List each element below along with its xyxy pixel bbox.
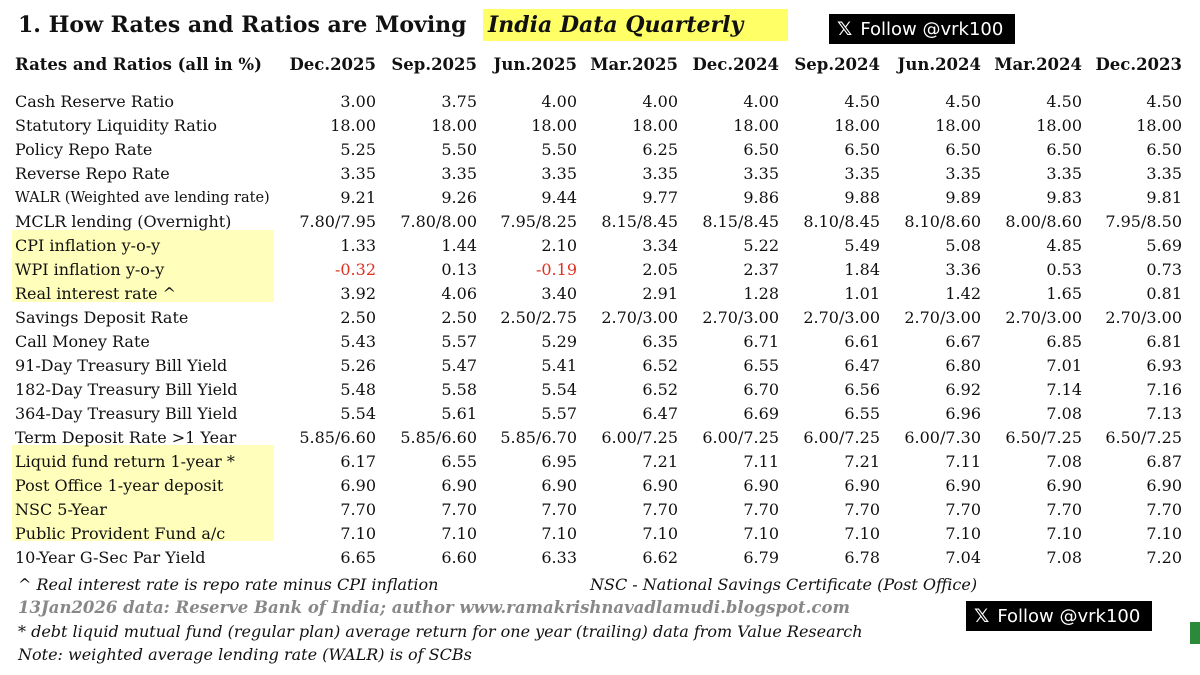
- row-value: 18.00: [1036, 116, 1082, 135]
- row-value: 7.70: [441, 500, 477, 519]
- table-row: [15, 282, 1182, 306]
- row-label: 10-Year G-Sec Par Yield: [15, 548, 206, 567]
- table-row: [15, 162, 1182, 186]
- row-value: 7.80/7.95: [299, 212, 376, 231]
- row-value: -0.19: [535, 260, 577, 279]
- row-value: 9.86: [743, 188, 779, 207]
- row-value: 3.35: [1146, 164, 1182, 183]
- row-value: 2.50/2.75: [500, 308, 577, 327]
- row-value: 5.22: [743, 236, 779, 255]
- row-value: 7.95/8.25: [500, 212, 577, 231]
- table-row: [15, 402, 1182, 426]
- row-value: 6.47: [844, 356, 880, 375]
- row-value: 6.90: [844, 476, 880, 495]
- row-value: 4.50: [844, 92, 880, 111]
- row-value: 7.08: [1046, 404, 1082, 423]
- row-value: 5.43: [340, 332, 376, 351]
- row-value: 9.77: [642, 188, 678, 207]
- table-row: [15, 354, 1182, 378]
- period-header: Jun.2025: [493, 55, 577, 74]
- row-value: 6.92: [945, 380, 981, 399]
- table-row: [15, 114, 1182, 138]
- row-value: 6.90: [340, 476, 376, 495]
- row-value: 6.50/7.25: [1005, 428, 1082, 447]
- row-value: 4.06: [441, 284, 477, 303]
- row-value: 7.10: [642, 524, 678, 543]
- row-value: 3.92: [340, 284, 376, 303]
- row-value: 0.73: [1146, 260, 1182, 279]
- row-value: 8.15/8.45: [702, 212, 779, 231]
- row-value: 5.26: [340, 356, 376, 375]
- table-row: [15, 90, 1182, 114]
- row-value: 7.70: [1046, 500, 1082, 519]
- table-row: [15, 210, 1182, 234]
- row-value: 18.00: [834, 116, 880, 135]
- row-value: 2.70/3.00: [702, 308, 779, 327]
- row-value: 7.10: [340, 524, 376, 543]
- row-value: 6.78: [844, 548, 880, 567]
- row-value: 3.35: [340, 164, 376, 183]
- row-value: 6.00/7.25: [601, 428, 678, 447]
- row-value: 7.08: [1046, 452, 1082, 471]
- row-value: 6.33: [541, 548, 577, 567]
- row-label: 91-Day Treasury Bill Yield: [15, 356, 228, 375]
- row-value: 7.11: [743, 452, 779, 471]
- row-value: 5.85/6.70: [500, 428, 577, 447]
- row-value: 7.16: [1146, 380, 1182, 399]
- row-value: 7.70: [340, 500, 376, 519]
- table-row: [15, 306, 1182, 330]
- row-label: Statutory Liquidity Ratio: [15, 116, 217, 135]
- row-value: 3.35: [743, 164, 779, 183]
- row-value: 18.00: [330, 116, 376, 135]
- row-value: 3.34: [642, 236, 678, 255]
- row-value: 1.42: [945, 284, 981, 303]
- table-row: [15, 186, 1182, 210]
- row-value: 2.70/3.00: [601, 308, 678, 327]
- row-label: Liquid fund return 1-year *: [15, 452, 235, 471]
- row-value: 7.08: [1046, 548, 1082, 567]
- row-value: 1.28: [743, 284, 779, 303]
- row-value: 7.04: [945, 548, 981, 567]
- period-header: Mar.2024: [994, 55, 1082, 74]
- row-value: 18.00: [632, 116, 678, 135]
- table-header-row: [15, 52, 1182, 78]
- row-value: 5.47: [441, 356, 477, 375]
- row-value: 7.10: [743, 524, 779, 543]
- footnote-source: 13Jan2026 data: Reserve Bank of India; author www.ramakrishnavadlamudi.blogspot.com: [18, 598, 850, 617]
- row-value: 7.10: [1046, 524, 1082, 543]
- row-value: 5.85/6.60: [299, 428, 376, 447]
- row-value: 8.00/8.60: [1005, 212, 1082, 231]
- row-value: 5.57: [541, 404, 577, 423]
- row-value: 5.41: [541, 356, 577, 375]
- row-label: Real interest rate ^: [15, 284, 176, 303]
- row-value: 7.10: [541, 524, 577, 543]
- row-value: 8.15/8.45: [601, 212, 678, 231]
- row-value: 5.50: [441, 140, 477, 159]
- row-value: 4.50: [1046, 92, 1082, 111]
- row-value: 7.80/8.00: [400, 212, 477, 231]
- row-value: 5.49: [844, 236, 880, 255]
- row-value: 6.52: [642, 380, 678, 399]
- table-row: [15, 426, 1182, 450]
- follow-label: Follow @vrk100: [860, 18, 1004, 40]
- follow-badge-bottom[interactable]: [966, 601, 1152, 631]
- row-value: 5.85/6.60: [400, 428, 477, 447]
- row-value: 6.87: [1146, 452, 1182, 471]
- table-row: [15, 330, 1182, 354]
- row-value: 6.96: [945, 404, 981, 423]
- row-value: 9.81: [1146, 188, 1182, 207]
- row-value: 6.90: [541, 476, 577, 495]
- row-value: 5.61: [441, 404, 477, 423]
- row-value: 6.81: [1146, 332, 1182, 351]
- row-value: 7.20: [1146, 548, 1182, 567]
- table-row: [15, 522, 1182, 546]
- rates-table: [15, 52, 1182, 570]
- row-value: 18.00: [935, 116, 981, 135]
- row-value: 3.35: [945, 164, 981, 183]
- row-value: 6.61: [844, 332, 880, 351]
- subtitle-badge: India Data Quarterly: [483, 9, 788, 41]
- table-row: [15, 378, 1182, 402]
- row-value: 7.11: [945, 452, 981, 471]
- row-value: 7.70: [844, 500, 880, 519]
- row-value: 5.57: [441, 332, 477, 351]
- row-value: 3.35: [642, 164, 678, 183]
- row-label: Savings Deposit Rate: [15, 308, 189, 327]
- footnote-liquid-fund: * debt liquid mutual fund (regular plan) average return for one year (trailing) data from Value Research: [18, 622, 863, 641]
- row-value: 5.50: [541, 140, 577, 159]
- row-value: 7.70: [945, 500, 981, 519]
- row-value: 6.70: [743, 380, 779, 399]
- row-value: 7.10: [844, 524, 880, 543]
- row-value: 1.84: [844, 260, 880, 279]
- row-value: 5.48: [340, 380, 376, 399]
- row-value: 8.10/8.45: [803, 212, 880, 231]
- row-value: 6.90: [1046, 476, 1082, 495]
- row-value: 2.70/3.00: [904, 308, 981, 327]
- row-value: 5.69: [1146, 236, 1182, 255]
- row-value: 6.17: [340, 452, 376, 471]
- row-value: 4.00: [642, 92, 678, 111]
- row-value: 6.60: [441, 548, 477, 567]
- row-value: 0.53: [1046, 260, 1082, 279]
- row-value: 3.75: [441, 92, 477, 111]
- row-value: 18.00: [1136, 116, 1182, 135]
- row-value: 9.26: [441, 188, 477, 207]
- row-value: 6.00/7.25: [803, 428, 880, 447]
- row-value: 7.70: [743, 500, 779, 519]
- row-value: 4.00: [541, 92, 577, 111]
- row-value: 2.50: [441, 308, 477, 327]
- row-value: 6.35: [642, 332, 678, 351]
- row-label: Policy Repo Rate: [15, 140, 153, 159]
- row-value: 7.70: [1146, 500, 1182, 519]
- table-row: [15, 258, 1182, 282]
- row-value: 3.35: [844, 164, 880, 183]
- row-value: 5.29: [541, 332, 577, 351]
- x-logo-icon: 𝕏: [837, 18, 853, 40]
- row-value: 7.21: [642, 452, 678, 471]
- row-value: 3.40: [541, 284, 577, 303]
- row-value: 6.00/7.30: [904, 428, 981, 447]
- row-value: 6.50: [1046, 140, 1082, 159]
- row-value: 4.00: [743, 92, 779, 111]
- row-value: 9.83: [1046, 188, 1082, 207]
- row-label: Public Provident Fund a/c: [15, 524, 226, 543]
- row-value: 4.50: [1146, 92, 1182, 111]
- row-value: 6.47: [642, 404, 678, 423]
- row-value: 1.65: [1046, 284, 1082, 303]
- row-value: 6.00/7.25: [702, 428, 779, 447]
- row-value: 7.13: [1146, 404, 1182, 423]
- row-value: 1.33: [340, 236, 376, 255]
- row-value: 7.70: [642, 500, 678, 519]
- follow-label: Follow @vrk100: [997, 605, 1141, 627]
- row-value: -0.32: [334, 260, 376, 279]
- table-row: [15, 474, 1182, 498]
- row-value: 6.50: [743, 140, 779, 159]
- row-value: 7.10: [1146, 524, 1182, 543]
- row-value: 3.35: [441, 164, 477, 183]
- row-value: 6.90: [441, 476, 477, 495]
- row-label: CPI inflation y-o-y: [15, 236, 161, 255]
- row-value: 6.50: [945, 140, 981, 159]
- row-value: 5.25: [340, 140, 376, 159]
- row-value: 6.55: [844, 404, 880, 423]
- row-value: 6.85: [1046, 332, 1082, 351]
- footnote-walr: Note: weighted average lending rate (WALR) is of SCBs: [18, 645, 472, 664]
- period-header: Mar.2025: [590, 55, 678, 74]
- row-value: 6.50: [844, 140, 880, 159]
- row-value: 6.25: [642, 140, 678, 159]
- row-value: 2.70/3.00: [1105, 308, 1182, 327]
- row-value: 6.55: [743, 356, 779, 375]
- footnote-real-rate: ^ Real interest rate is repo rate minus CPI inflation: [18, 575, 439, 594]
- row-value: 0.13: [441, 260, 477, 279]
- row-value: 5.54: [541, 380, 577, 399]
- row-value: 6.56: [844, 380, 880, 399]
- row-value: 6.50: [1146, 140, 1182, 159]
- footnote-nsc: NSC - National Savings Certificate (Post Office): [590, 575, 978, 594]
- row-value: 6.65: [340, 548, 376, 567]
- row-value: 3.36: [945, 260, 981, 279]
- row-value: 6.71: [743, 332, 779, 351]
- table-row: [15, 450, 1182, 474]
- row-value: 6.79: [743, 548, 779, 567]
- row-value: 9.88: [844, 188, 880, 207]
- row-value: 9.89: [945, 188, 981, 207]
- row-value: 7.95/8.50: [1105, 212, 1182, 231]
- row-value: 6.50/7.25: [1105, 428, 1182, 447]
- row-value: 4.50: [945, 92, 981, 111]
- row-value: 6.62: [642, 548, 678, 567]
- period-header: Dec.2024: [692, 55, 779, 74]
- row-value: 18.00: [733, 116, 779, 135]
- table-row: [15, 498, 1182, 522]
- row-value: 5.58: [441, 380, 477, 399]
- row-value: 6.90: [945, 476, 981, 495]
- row-value: 9.44: [541, 188, 577, 207]
- row-label: WALR (Weighted ave lending rate): [15, 190, 270, 206]
- x-logo-icon: 𝕏: [974, 605, 990, 627]
- row-value: 5.08: [945, 236, 981, 255]
- row-value: 7.10: [441, 524, 477, 543]
- row-value: 6.93: [1146, 356, 1182, 375]
- table-row: [15, 234, 1182, 258]
- row-value: 18.00: [431, 116, 477, 135]
- row-value: 2.05: [642, 260, 678, 279]
- row-value: 6.69: [743, 404, 779, 423]
- row-value: 4.85: [1046, 236, 1082, 255]
- row-value: 6.80: [945, 356, 981, 375]
- period-header: Dec.2025: [289, 55, 376, 74]
- row-value: 2.10: [541, 236, 577, 255]
- row-label: Term Deposit Rate >1 Year: [15, 428, 237, 447]
- period-header: Dec.2023: [1095, 55, 1182, 74]
- row-value: 1.44: [441, 236, 477, 255]
- row-label: 182-Day Treasury Bill Yield: [15, 380, 238, 399]
- row-value: 0.81: [1146, 284, 1182, 303]
- row-value: 6.90: [743, 476, 779, 495]
- rates-table-body: [15, 90, 1182, 570]
- follow-badge-top[interactable]: [829, 14, 1015, 44]
- period-header: Sep.2025: [391, 55, 477, 74]
- row-value: 2.50: [340, 308, 376, 327]
- row-value: 7.70: [541, 500, 577, 519]
- row-value: 18.00: [531, 116, 577, 135]
- row-label: NSC 5-Year: [15, 500, 107, 519]
- row-label: Call Money Rate: [15, 332, 150, 351]
- period-header: Sep.2024: [794, 55, 880, 74]
- row-value: 9.21: [340, 188, 376, 207]
- row-value: 6.90: [642, 476, 678, 495]
- row-value: 2.70/3.00: [803, 308, 880, 327]
- row-value: 6.55: [441, 452, 477, 471]
- row-label: Post Office 1-year deposit: [15, 476, 224, 495]
- row-value: 6.90: [1146, 476, 1182, 495]
- row-value: 7.21: [844, 452, 880, 471]
- corner-mark: [1190, 622, 1200, 644]
- row-value: 7.14: [1046, 380, 1082, 399]
- row-value: 7.01: [1046, 356, 1082, 375]
- label-column-header: Rates and Ratios (all in %): [15, 55, 262, 74]
- row-value: 2.91: [642, 284, 678, 303]
- row-value: 6.95: [541, 452, 577, 471]
- row-value: 6.52: [642, 356, 678, 375]
- row-label: Reverse Repo Rate: [15, 164, 170, 183]
- period-header: Jun.2024: [897, 55, 981, 74]
- row-label: MCLR lending (Overnight): [15, 212, 232, 231]
- table-row: [15, 546, 1182, 570]
- row-value: 8.10/8.60: [904, 212, 981, 231]
- row-label: WPI inflation y-o-y: [15, 260, 165, 279]
- row-value: 3.00: [340, 92, 376, 111]
- row-value: 7.10: [945, 524, 981, 543]
- row-value: 3.35: [541, 164, 577, 183]
- row-label: Cash Reserve Ratio: [15, 92, 174, 111]
- row-label: 364-Day Treasury Bill Yield: [15, 404, 238, 423]
- row-value: 5.54: [340, 404, 376, 423]
- row-value: 2.37: [743, 260, 779, 279]
- row-value: 2.70/3.00: [1005, 308, 1082, 327]
- table-row: [15, 138, 1182, 162]
- row-value: 1.01: [844, 284, 880, 303]
- row-value: 3.35: [1046, 164, 1082, 183]
- page-title: 1. How Rates and Ratios are Moving: [18, 12, 467, 38]
- row-value: 6.67: [945, 332, 981, 351]
